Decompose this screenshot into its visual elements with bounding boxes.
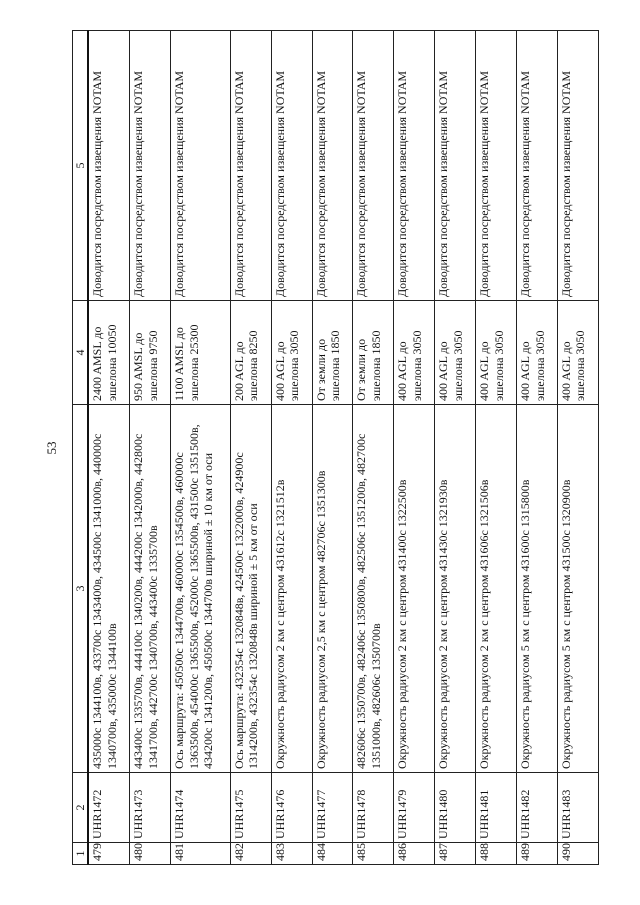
altitude-limits-cell: 400 AGL до эшелона 3050 (558, 301, 599, 405)
altitude-limits-cell: От земли до эшелона 1850 (312, 301, 353, 405)
coordinates-cell: Окружность радиусом 2 км с центром 431430с 1321930в (435, 405, 476, 773)
table-row (130, 31, 171, 865)
table-row (476, 31, 517, 865)
row-number-cell: 481 (171, 843, 230, 865)
altitude-limits-cell: От земли до эшелона 1850 (353, 301, 394, 405)
table-row (435, 31, 476, 865)
table-header-row (73, 31, 89, 865)
row-number-cell: 488 (476, 843, 517, 865)
altitude-limits-cell: 1100 AMSL до эшелона 25300 (171, 301, 230, 405)
table-row (558, 31, 599, 865)
coordinates-cell: Окружность радиусом 2 км с центром 431606с 1321506в (476, 405, 517, 773)
notes-cell: Доводится посредством извещения NOTAM (88, 31, 130, 301)
column-header: 1 (73, 843, 89, 865)
row-number-cell: 490 (558, 843, 599, 865)
zone-id-cell: UHR1477 (312, 773, 353, 843)
zone-id-cell: UHR1482 (517, 773, 558, 843)
notes-cell: Доводится посредством извещения NOTAM (230, 31, 271, 301)
coordinates-cell: 443400с 1335700в, 444100с 1340200в, 444200с 1342000в, 442800с 1341700в, 442700с 1340700в, 443400с 1335700в (130, 405, 171, 773)
notes-cell: Доводится посредством извещения NOTAM (130, 31, 171, 301)
zone-id-cell: UHR1472 (88, 773, 130, 843)
row-number-cell: 486 (394, 843, 435, 865)
row-number-cell: 489 (517, 843, 558, 865)
rotated-table-container (72, 30, 599, 865)
altitude-limits-cell: 400 AGL до эшелона 3050 (517, 301, 558, 405)
notes-cell: Доводится посредством извещения NOTAM (312, 31, 353, 301)
row-number-cell: 487 (435, 843, 476, 865)
altitude-limits-cell: 200 AGL до эшелона 8250 (230, 301, 271, 405)
zone-id-cell: UHR1483 (558, 773, 599, 843)
notes-cell: Доводится посредством извещения NOTAM (558, 31, 599, 301)
coordinates-cell: Окружность радиусом 5 км с центром 431600с 1315800в (517, 405, 558, 773)
row-number-cell: 482 (230, 843, 271, 865)
column-header: 4 (73, 301, 89, 405)
coordinates-cell: Окружность радиусом 2 км с центром 431400с 1322500в (394, 405, 435, 773)
notes-cell: Доводится посредством извещения NOTAM (517, 31, 558, 301)
coordinates-cell: 482606с 1350700в, 482406с 1350800в, 482506с 1351200в, 482700с 1351000в, 482606с 1350700в (353, 405, 394, 773)
page-number: 53 (44, 441, 59, 455)
notes-cell: Доводится посредством извещения NOTAM (435, 31, 476, 301)
table-row (88, 31, 130, 865)
notes-cell: Доводится посредством извещения NOTAM (271, 31, 312, 301)
table-body (88, 31, 598, 865)
zone-id-cell: UHR1473 (130, 773, 171, 843)
altitude-limits-cell: 400 AGL до эшелона 3050 (476, 301, 517, 405)
coordinates-cell: Окружность радиусом 5 км с центром 431500с 1320900в (558, 405, 599, 773)
row-number-cell: 480 (130, 843, 171, 865)
altitude-limits-cell: 400 AGL до эшелона 3050 (435, 301, 476, 405)
table-row (230, 31, 271, 865)
column-header: 5 (73, 31, 89, 301)
coordinates-cell: 435000с 1344100в, 433700с 1343400в, 434500с 1341000в, 440000с 1340700в, 435000с 1344100в (88, 405, 130, 773)
table-row (353, 31, 394, 865)
notes-cell: Доводится посредством извещения NOTAM (353, 31, 394, 301)
table-row (517, 31, 558, 865)
notes-cell: Доводится посредством извещения NOTAM (394, 31, 435, 301)
coordinates-cell: Окружность радиусом 2 км с центром 431612с 1321512в (271, 405, 312, 773)
altitude-limits-cell: 950 AMSL до эшелона 9750 (130, 301, 171, 405)
column-header: 3 (73, 405, 89, 773)
airspace-restrictions-table (72, 30, 599, 865)
coordinates-cell: Ось маршрута: 432354с 1320848в, 424500с 1322000в, 424900с 1314200в, 432354с 1320848в шириной ± 5 км от оси (230, 405, 271, 773)
zone-id-cell: UHR1474 (171, 773, 230, 843)
table-row (271, 31, 312, 865)
coordinates-cell: Окружность радиусом 2,5 км с центром 482706с 1351300в (312, 405, 353, 773)
altitude-limits-cell: 2400 AMSL до эшелона 10050 (88, 301, 130, 405)
zone-id-cell: UHR1478 (353, 773, 394, 843)
column-header: 2 (73, 773, 89, 843)
table-row (171, 31, 230, 865)
zone-id-cell: UHR1480 (435, 773, 476, 843)
zone-id-cell: UHR1479 (394, 773, 435, 843)
altitude-limits-cell: 400 AGL до эшелона 3050 (271, 301, 312, 405)
coordinates-cell: Ось маршрута: 450500с 1344700в, 460000с 1354500в, 460000с 1363500в, 454000с 1365500в, 452000с 1365500в, 431500с 1351500в, 434200с 1341200в, 450500с 1344700в шириной ± 10 км от оси (171, 405, 230, 773)
table-row (312, 31, 353, 865)
row-number-cell: 484 (312, 843, 353, 865)
row-number-cell: 485 (353, 843, 394, 865)
zone-id-cell: UHR1475 (230, 773, 271, 843)
altitude-limits-cell: 400 AGL до эшелона 3050 (394, 301, 435, 405)
notes-cell: Доводится посредством извещения NOTAM (476, 31, 517, 301)
row-number-cell: 483 (271, 843, 312, 865)
notes-cell: Доводится посредством извещения NOTAM (171, 31, 230, 301)
zone-id-cell: UHR1476 (271, 773, 312, 843)
table-row (394, 31, 435, 865)
zone-id-cell: UHR1481 (476, 773, 517, 843)
row-number-cell: 479 (88, 843, 130, 865)
